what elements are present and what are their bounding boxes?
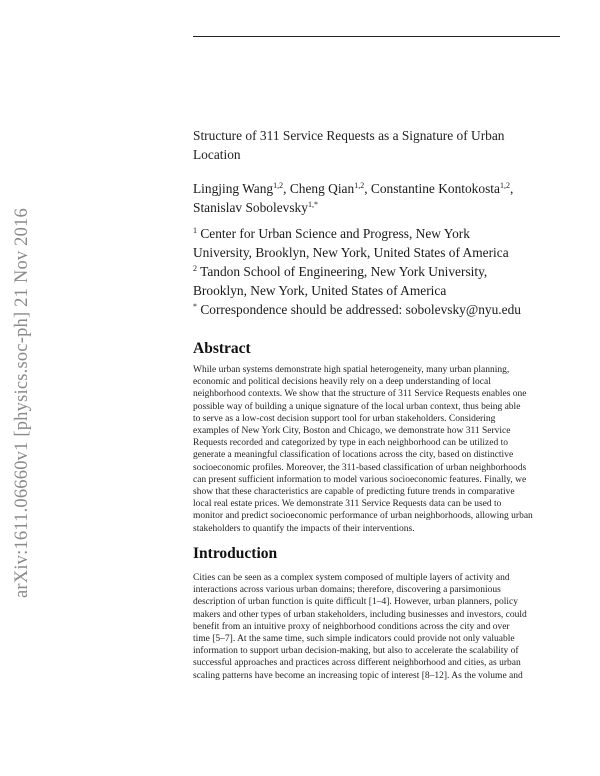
author-name: , Cheng Qian bbox=[283, 181, 355, 196]
author-line bbox=[193, 198, 573, 217]
author-sep: , bbox=[509, 181, 514, 196]
abstract-line: socioeconomic profiles. Moreover, the 311-based classification of urban neighborhoods bbox=[193, 462, 527, 473]
affiliation-sup: * bbox=[193, 302, 197, 311]
author-list bbox=[193, 179, 573, 217]
intro-line: scaling patterns have become an increasing topic of interest [8–12]. As the volume and bbox=[193, 670, 523, 681]
author-affil-sup: 1,2 bbox=[499, 181, 510, 190]
author-line bbox=[193, 179, 573, 198]
abstract-line: monitor and predict socioeconomic performance of urban neighborhoods, allowing urban bbox=[193, 511, 533, 522]
affiliation-sup: 2 bbox=[193, 264, 197, 273]
introduction-heading: Introduction bbox=[193, 545, 278, 562]
author-affil-sup: 1,2 bbox=[273, 181, 284, 190]
abstract-line: local real estate prices. We demonstrate 311 Service Requests data can be used to bbox=[193, 499, 502, 510]
intro-line: successful approaches and practices across different neighborhood and cities, as urban bbox=[193, 658, 521, 669]
author-affil-sup: 1,* bbox=[307, 200, 318, 209]
abstract-line: stakeholders to quantify the impacts of their interventions. bbox=[193, 523, 415, 534]
correspondence bbox=[193, 300, 583, 319]
intro-line: interactions across various urban domains; therefore, discovering a parsimonious bbox=[193, 585, 501, 596]
abstract-line: economic and political decisions heavily rely on a deep understanding of local bbox=[193, 377, 491, 388]
affiliation-sup: 1 bbox=[193, 226, 197, 235]
abstract-line: While urban systems demonstrate high spatial heterogeneity, many urban planning, bbox=[193, 365, 510, 375]
affiliation-text: Tandon School of Engineering, New York University, bbox=[197, 264, 488, 279]
intro-line: description of urban function is quite difficult [1–4]. However, urban planners, policy bbox=[193, 597, 518, 608]
abstract-line: Requests recorded and categorized by type in each neighborhood can be utilized to bbox=[193, 438, 508, 449]
intro-line: information to support urban decision-making, but also to accelerate the scalability of bbox=[193, 646, 519, 657]
abstract-line: can present sufficient information to model various socioeconomic features. Finally, we bbox=[193, 474, 527, 485]
intro-line: Cities can be seen as a complex system composed of multiple layers of activity and bbox=[193, 573, 510, 583]
author-affil-sup: 1,2 bbox=[354, 181, 365, 190]
author-name: Stanislav Sobolevsky bbox=[193, 200, 308, 215]
correspondence-text: Correspondence should be addressed: sobolevsky@nyu.edu bbox=[197, 302, 521, 317]
affiliation-2-cont: Brooklyn, New York, United States of America bbox=[193, 283, 447, 298]
abstract-line: neighborhood contexts. We show that the structure of 311 Service Requests enables one bbox=[193, 389, 527, 400]
affiliation-1-cont: University, Brooklyn, New York, United States of America bbox=[193, 245, 509, 260]
abstract-line: examples of New York City, Boston and Chicago, we demonstrate how 311 Service bbox=[193, 426, 511, 437]
abstract-line: show that these characteristics are capable of predicting future trends in comparative bbox=[193, 487, 515, 498]
arxiv-identifier[interactable]: arXiv:1611.06660v1 [physics.soc-ph] 21 Nov 2016 bbox=[12, 208, 32, 598]
affiliation-1 bbox=[193, 224, 583, 243]
affiliations bbox=[193, 224, 583, 319]
intro-line: time [5–7]. At the same time, such simple indicators could provide not only valuable bbox=[193, 634, 515, 645]
introduction-body bbox=[193, 572, 573, 682]
affiliation-2 bbox=[193, 262, 583, 281]
title-line: Location bbox=[193, 147, 241, 162]
header-rule bbox=[193, 36, 560, 37]
intro-line: benefit from an intuitive proxy of neighborhood conditions across the city and over bbox=[193, 621, 510, 632]
author-name: , Constantine Kontokosta bbox=[364, 181, 500, 196]
title-line: Structure of 311 Service Requests as a Signature of Urban bbox=[193, 128, 505, 143]
affiliation-text: Center for Urban Science and Progress, New York bbox=[197, 226, 470, 241]
author-name: Lingjing Wang bbox=[193, 181, 274, 196]
abstract-line: possible way of building a unique signature of the local urban context, thus being able bbox=[193, 401, 521, 412]
abstract-line: to serve as a low-cost decision support tool for urban stakeholders. Considering bbox=[193, 413, 496, 424]
abstract-line: generate a meaningful classification of locations across the city, based on distinctive bbox=[193, 450, 514, 461]
paper-title bbox=[193, 126, 573, 164]
abstract-body bbox=[193, 364, 573, 535]
intro-line: makers and other types of urban stakeholders, including businesses and investors, could bbox=[193, 609, 527, 620]
abstract-heading: Abstract bbox=[193, 340, 251, 357]
